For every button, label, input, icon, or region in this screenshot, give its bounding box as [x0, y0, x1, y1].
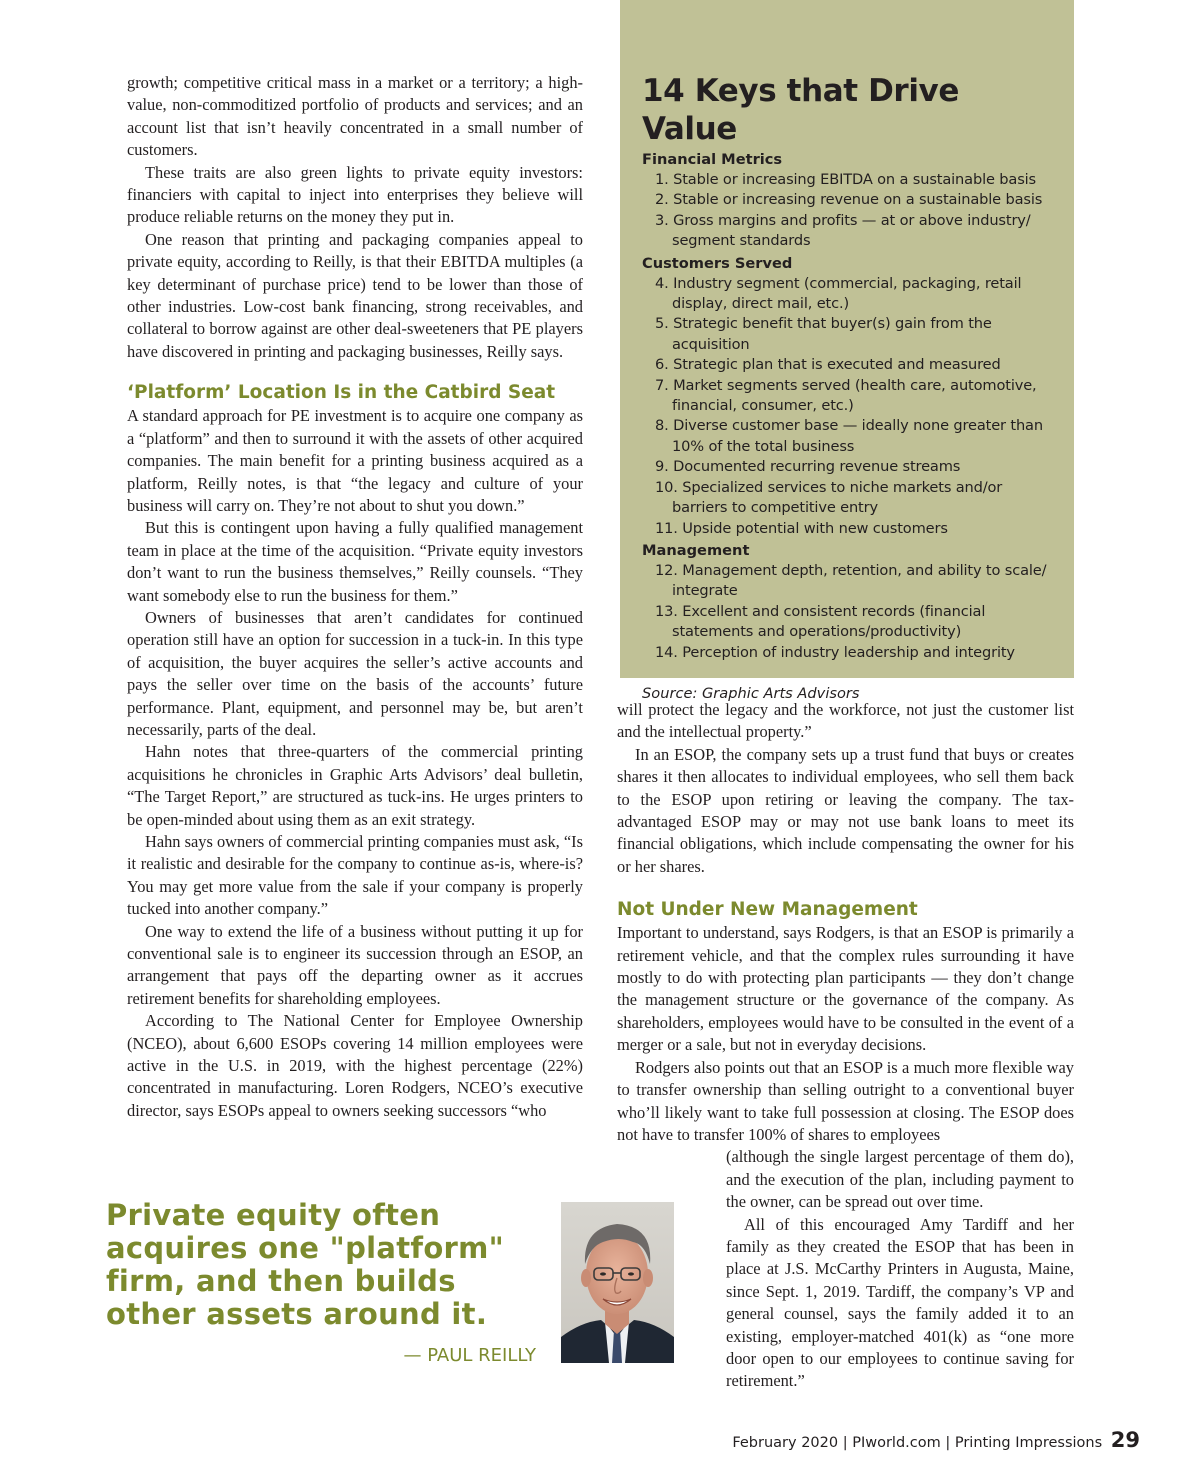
- list-item: 14. Perception of industry leadership and integrity: [655, 643, 1015, 661]
- sidebar-section-heading: Customers Served: [642, 254, 793, 272]
- footer-text: February 2020 | PIworld.com | Printing Impressions: [732, 1435, 1103, 1451]
- body-paragraph: In an ESOP, the company sets up a trust fund that buys or creates shares it then allocates to individual employees, who sell them back to the ESOP upon retiring or leaving the company. The tax-advantaged ESOP may or may not use bank loans to meet its financial obligations, which include compensating the owner for his or her shares.: [617, 744, 1074, 876]
- body-paragraph: Hahn notes that three-quarters of the commercial printing acquisitions he chronicles in Graphic Arts Advisors’ deal bulletin, “The Target Report,” are structured as tuck-ins. He urges printers to be open-minded about using them as an exit strategy.: [127, 742, 583, 829]
- pull-quote-attribution: — PAUL REILLY: [403, 1345, 536, 1366]
- sidebar-title: 14 Keys that Drive Value: [642, 73, 959, 147]
- body-paragraph: A standard approach for PE investment is to acquire one company as a “platform” and then to surround it with the assets of other acquired companies. The main benefit for a printing business acquired as a platform, Reilly notes, is that “the legacy and culture of your business will carry on. They’re not about to shut you down.”: [127, 406, 583, 515]
- list-item: 13. Excellent and consistent records (financial statements and operations/productivity): [655, 602, 986, 641]
- body-paragraph: Hahn says owners of commercial printing companies must ask, “Is it realistic and desirable for the company to continue as-is, where-is? You may get more value from the sale if your company is properly tucked into another company.”: [127, 832, 583, 919]
- sidebar-list: [642, 561, 1056, 663]
- pull-quote-text: Private equity often acquires one "platform" firm, and then builds other assets around it.: [106, 1198, 505, 1331]
- list-item: 10. Specialized services to niche markets and/or barriers to competitive entry: [655, 478, 1003, 517]
- body-paragraph: growth; competitive critical mass in a market or a territory; a high-value, non-commoditized portfolio of products and services; and an account list that isn’t heavily concentrated in a small number of customers.: [127, 73, 583, 160]
- sidebar-section-heading: Financial Metrics: [642, 151, 783, 168]
- list-item: 1. Stable or increasing EBITDA on a sustainable basis: [655, 171, 1037, 188]
- list-item: 2. Stable or increasing revenue on a sustainable basis: [655, 191, 1043, 209]
- list-item: 7. Market segments served (health care, automotive, financial, consumer, etc.): [655, 376, 1037, 415]
- body-paragraph: One way to extend the life of a business without putting it up for conventional sale is to engineer its succession through an ESOP, an arrangement that pays off the departing owner as it accrues retirement benefits for shareholding employees.: [127, 921, 583, 1008]
- list-item: 3. Gross margins and profits — at or above industry/ segment standards: [655, 211, 1031, 250]
- list-item: 11. Upside potential with new customers: [655, 519, 948, 537]
- body-paragraph: will protect the legacy and the workforce, not just the customer list and the intellectual property.”: [617, 700, 1074, 742]
- list-item: 8. Diverse customer base — ideally none greater than 10% of the total business: [655, 417, 1043, 455]
- body-paragraph: Rodgers also points out that an ESOP is a much more flexible way to transfer ownership than selling outright to a conventional buyer who’ll likely want to take full possession at closing. The ESOP does not have to transfer 100% of shares to employees: [617, 1057, 1074, 1144]
- sidebar-list: [642, 274, 1056, 539]
- list-item: 6. Strategic plan that is executed and measured: [655, 356, 1001, 374]
- pull-quote: [106, 1199, 546, 1366]
- sidebar-section-heading: Management: [642, 541, 750, 559]
- list-item: 5. Strategic benefit that buyer(s) gain from the acquisition: [655, 315, 992, 353]
- section-heading-platform: ‘Platform’ Location Is in the Catbird Seat: [127, 382, 556, 404]
- body-paragraph: Owners of businesses that aren’t candidates for continued operation still have an option for succession in a tuck-in. In this type of acquisition, the buyer acquires the seller’s active accounts and pays the seller over time on the basis of the accounts’ future performance. Plant, equipment, and personnel may be, but aren’t necessarily, parts of the deal.: [127, 607, 583, 739]
- page-number: 29: [1110, 1428, 1140, 1452]
- list-item: 12. Management depth, retention, and ability to scale/ integrate: [655, 561, 1047, 600]
- list-item: 9. Documented recurring revenue streams: [655, 458, 961, 476]
- portrait-photo: [561, 1202, 674, 1363]
- body-paragraph: All of this encouraged Amy Tardiff and her family as they created the ESOP that has been in place at J.S. McCarthy Printers in Augusta, Maine, since Sept. 1, 2019. Tardiff, the company’s VP and general counsel, says the family added it to an existing, employer-matched 401(k) as “one more door open to our employees to continue saving for retirement.”: [726, 1214, 1074, 1391]
- list-item: 4. Industry segment (commercial, packaging, retail display, direct mail, etc.): [655, 274, 1022, 313]
- section-heading-management: Not Under New Management: [617, 899, 918, 921]
- body-paragraph: These traits are also green lights to private equity investors: financiers with capital to inject into enterprises they believe will produce reliable returns on the money they put in.: [127, 162, 583, 227]
- page-footer: [700, 1428, 1140, 1452]
- sidebar-14-keys: [620, 0, 1074, 702]
- sidebar-list: [642, 170, 1056, 252]
- body-paragraph: (although the single largest percentage of them do), and the execution of the plan, including payment to the owner, can be spread out over time.: [726, 1147, 1074, 1212]
- left-column: [127, 72, 583, 1122]
- body-paragraph: Important to understand, says Rodgers, is that an ESOP is primarily a retirement vehicle, and that the complex rules surrounding it have mostly to do with protecting plan participants — they don’t change the management structure or the governance of the company. As shareholders, employees would have to be consulted in the event of a merger or a sale, but not in everyday decisions.: [617, 923, 1074, 1055]
- body-paragraph: One reason that printing and packaging companies appeal to private equity, according to Reilly, is that their EBITDA multiples (a key determinant of purchase price) tend to be lower than those of other industries. Low-cost bank financing, strong receivables, and collateral to borrow against are other deal-sweeteners that PE players have discovered in printing and packaging businesses, Reilly says.: [127, 229, 583, 361]
- body-paragraph: According to The National Center for Employee Ownership (NCEO), about 6,600 ESOPs covering 14 million employees were active in the U.S. in 2019, with the highest percentage (22%) concentrated in manufacturing. Loren Rodgers, NCEO’s executive director, says ESOPs appeal to owners seeking successors “who: [127, 1011, 583, 1120]
- sidebar-source: Source: Graphic Arts Advisors: [642, 684, 860, 702]
- right-column: [617, 699, 1074, 1393]
- body-paragraph: But this is contingent upon having a fully qualified management team in place at the time of the acquisition. “Private equity investors don’t want to run the business themselves,” Reilly counsels. “They want somebody else to run the business for them.”: [127, 518, 583, 605]
